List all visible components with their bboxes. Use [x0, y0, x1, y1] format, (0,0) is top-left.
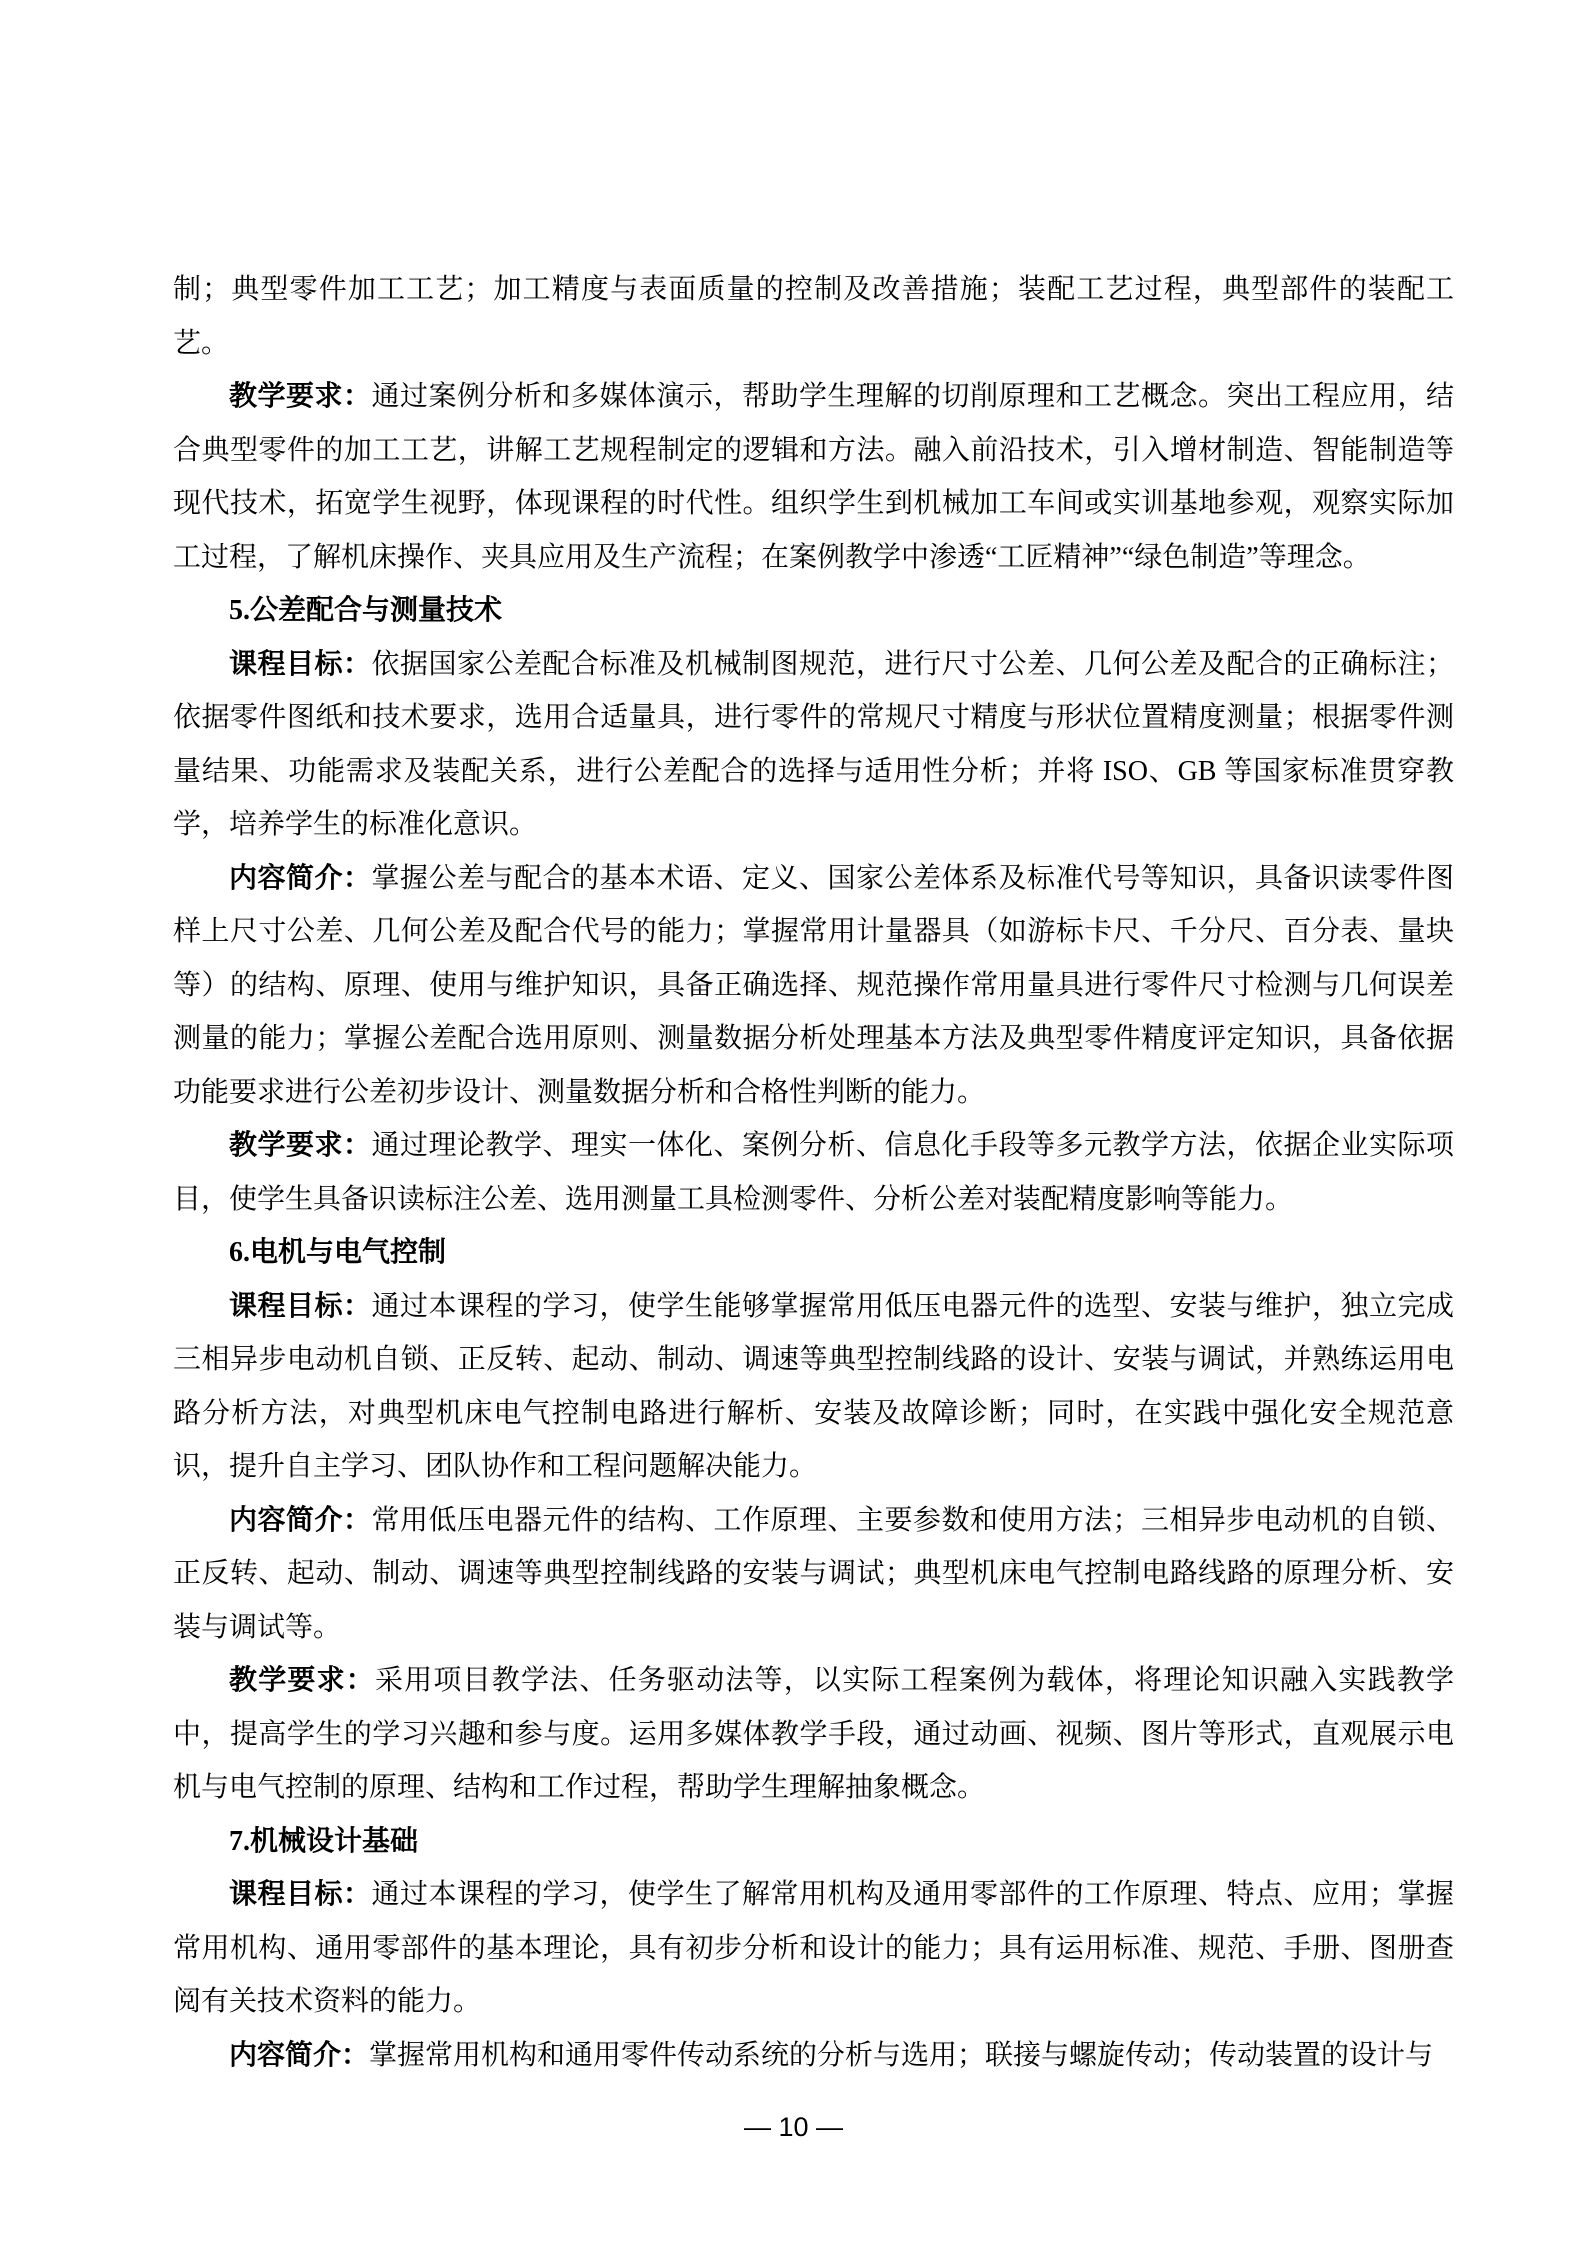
- paragraph-label: 内容简介：: [229, 862, 372, 894]
- section-heading: [173, 1226, 1454, 1280]
- paragraph-label: 教学要求：: [229, 1130, 372, 1161]
- page-footer: [0, 2112, 1587, 2143]
- section-heading: [173, 584, 1454, 638]
- paragraph-text: 通过理论教学、理实一体化、案例分析、信息化手段等多元教学方法，依据企业实际项目，使学生具备识读标注公差、选用测量工具检测零件、分析公差对装配精度影响等能力。: [173, 1130, 1454, 1215]
- heading-text: 7.机械设计基础: [229, 1825, 419, 1857]
- paragraph-text: 依据国家公差配合标准及机械制图规范，进行尺寸公差、几何公差及配合的正确标注；依据零件图纸和技术要求，选用合适量具，进行零件的常规尺寸精度与形状位置精度测量；根据零件测量结果、功能需求及装配关系，进行公差配合的选择与适用性分析；并将 ISO、GB 等国家标准贯穿教学，培养学生的标准化意识。: [173, 648, 1454, 840]
- body-paragraph: [173, 1494, 1454, 1655]
- heading-text: 6.电机与电气控制: [229, 1237, 447, 1268]
- body-paragraph: [173, 1119, 1454, 1226]
- body-paragraph: [173, 638, 1454, 852]
- body-paragraph: [173, 370, 1454, 584]
- paragraph-label: 课程目标：: [229, 1290, 372, 1322]
- paragraph-text: 制；典型零件加工工艺；加工精度与表面质量的控制及改善措施；装配工艺过程，典型部件的装配工艺。: [173, 274, 1454, 359]
- body-paragraph: [173, 852, 1454, 1120]
- paragraph-label: 内容简介：: [229, 2039, 370, 2071]
- paragraph-text: 采用项目教学法、任务驱动法等，以实际工程案例为载体，将理论知识融入实践教学中，提高学生的学习兴趣和参与度。运用多媒体教学手段，通过动画、视频、图片等形式，直观展示电机与电气控制的原理、结构和工作过程，帮助学生理解抽象概念。: [173, 1665, 1454, 1803]
- paragraph-text: 通过本课程的学习，使学生能够掌握常用低压电器元件的选型、安装与维护，独立完成三相异步电动机自锁、正反转、起动、制动、调速等典型控制线路的设计、安装与调试，并熟练运用电路分析方法，对典型机床电气控制电路进行解析、安装及故障诊断；同时，在实践中强化安全规范意识，提升自主学习、团队协作和工程问题解决能力。: [173, 1290, 1454, 1482]
- paragraph-label: 内容简介：: [229, 1504, 372, 1536]
- paragraph-label: 教学要求：: [229, 381, 372, 412]
- paragraph-text: 掌握常用机构和通用零件传动系统的分析与选用；联接与螺旋传动；传动装置的设计与: [369, 2039, 1434, 2071]
- page-number: — 10 —: [743, 2112, 844, 2142]
- paragraph-text: 通过案例分析和多媒体演示，帮助学生理解的切削原理和工艺概念。突出工程应用，结合典型零件的加工工艺，讲解工艺规程制定的逻辑和方法。融入前沿技术，引入增材制造、智能制造等现代技术，拓宽学生视野，体现课程的时代性。组织学生到机械加工车间或实训基地参观，观察实际加工过程，了解机床操作、夹具应用及生产流程；在案例教学中渗透“工匠精神”“绿色制造”等理念。: [173, 381, 1454, 573]
- body-paragraph: [173, 263, 1454, 370]
- heading-text: 5.公差配合与测量技术: [229, 595, 503, 626]
- paragraph-text: 通过本课程的学习，使学生了解常用机构及通用零部件的工作原理、特点、应用；掌握常用机构、通用零部件的基本理论，具有初步分析和设计的能力；具有运用标准、规范、手册、图册查阅有关技术资料的能力。: [173, 1879, 1454, 2017]
- body-paragraph: [173, 1280, 1454, 1494]
- paragraph-label: 教学要求：: [229, 1665, 375, 1696]
- body-paragraph: [173, 1654, 1454, 1815]
- paragraph-text: 掌握公差与配合的基本术语、定义、国家公差体系及标准代号等知识，具备识读零件图样上尺寸公差、几何公差及配合代号的能力；掌握常用计量器具（如游标卡尺、千分尺、百分表、量块等）的结构、原理、使用与维护知识，具备正确选择、规范操作常用量具进行零件尺寸检测与几何误差测量的能力；掌握公差配合选用原则、测量数据分析处理基本方法及典型零件精度评定知识，具备依据功能要求进行公差初步设计、测量数据分析和合格性判断的能力。: [173, 862, 1454, 1108]
- body-paragraph: [173, 1868, 1454, 2029]
- paragraph-text: 常用低压电器元件的结构、工作原理、主要参数和使用方法；三相异步电动机的自锁、正反转、起动、制动、调速等典型控制线路的安装与调试；典型机床电气控制电路线路的原理分析、安装与调试等。: [173, 1504, 1454, 1643]
- document-body: [173, 263, 1454, 2082]
- paragraph-label: 课程目标：: [229, 648, 372, 680]
- paragraph-label: 课程目标：: [229, 1879, 372, 1910]
- body-paragraph: [173, 2029, 1454, 2083]
- section-heading: [173, 1815, 1454, 1869]
